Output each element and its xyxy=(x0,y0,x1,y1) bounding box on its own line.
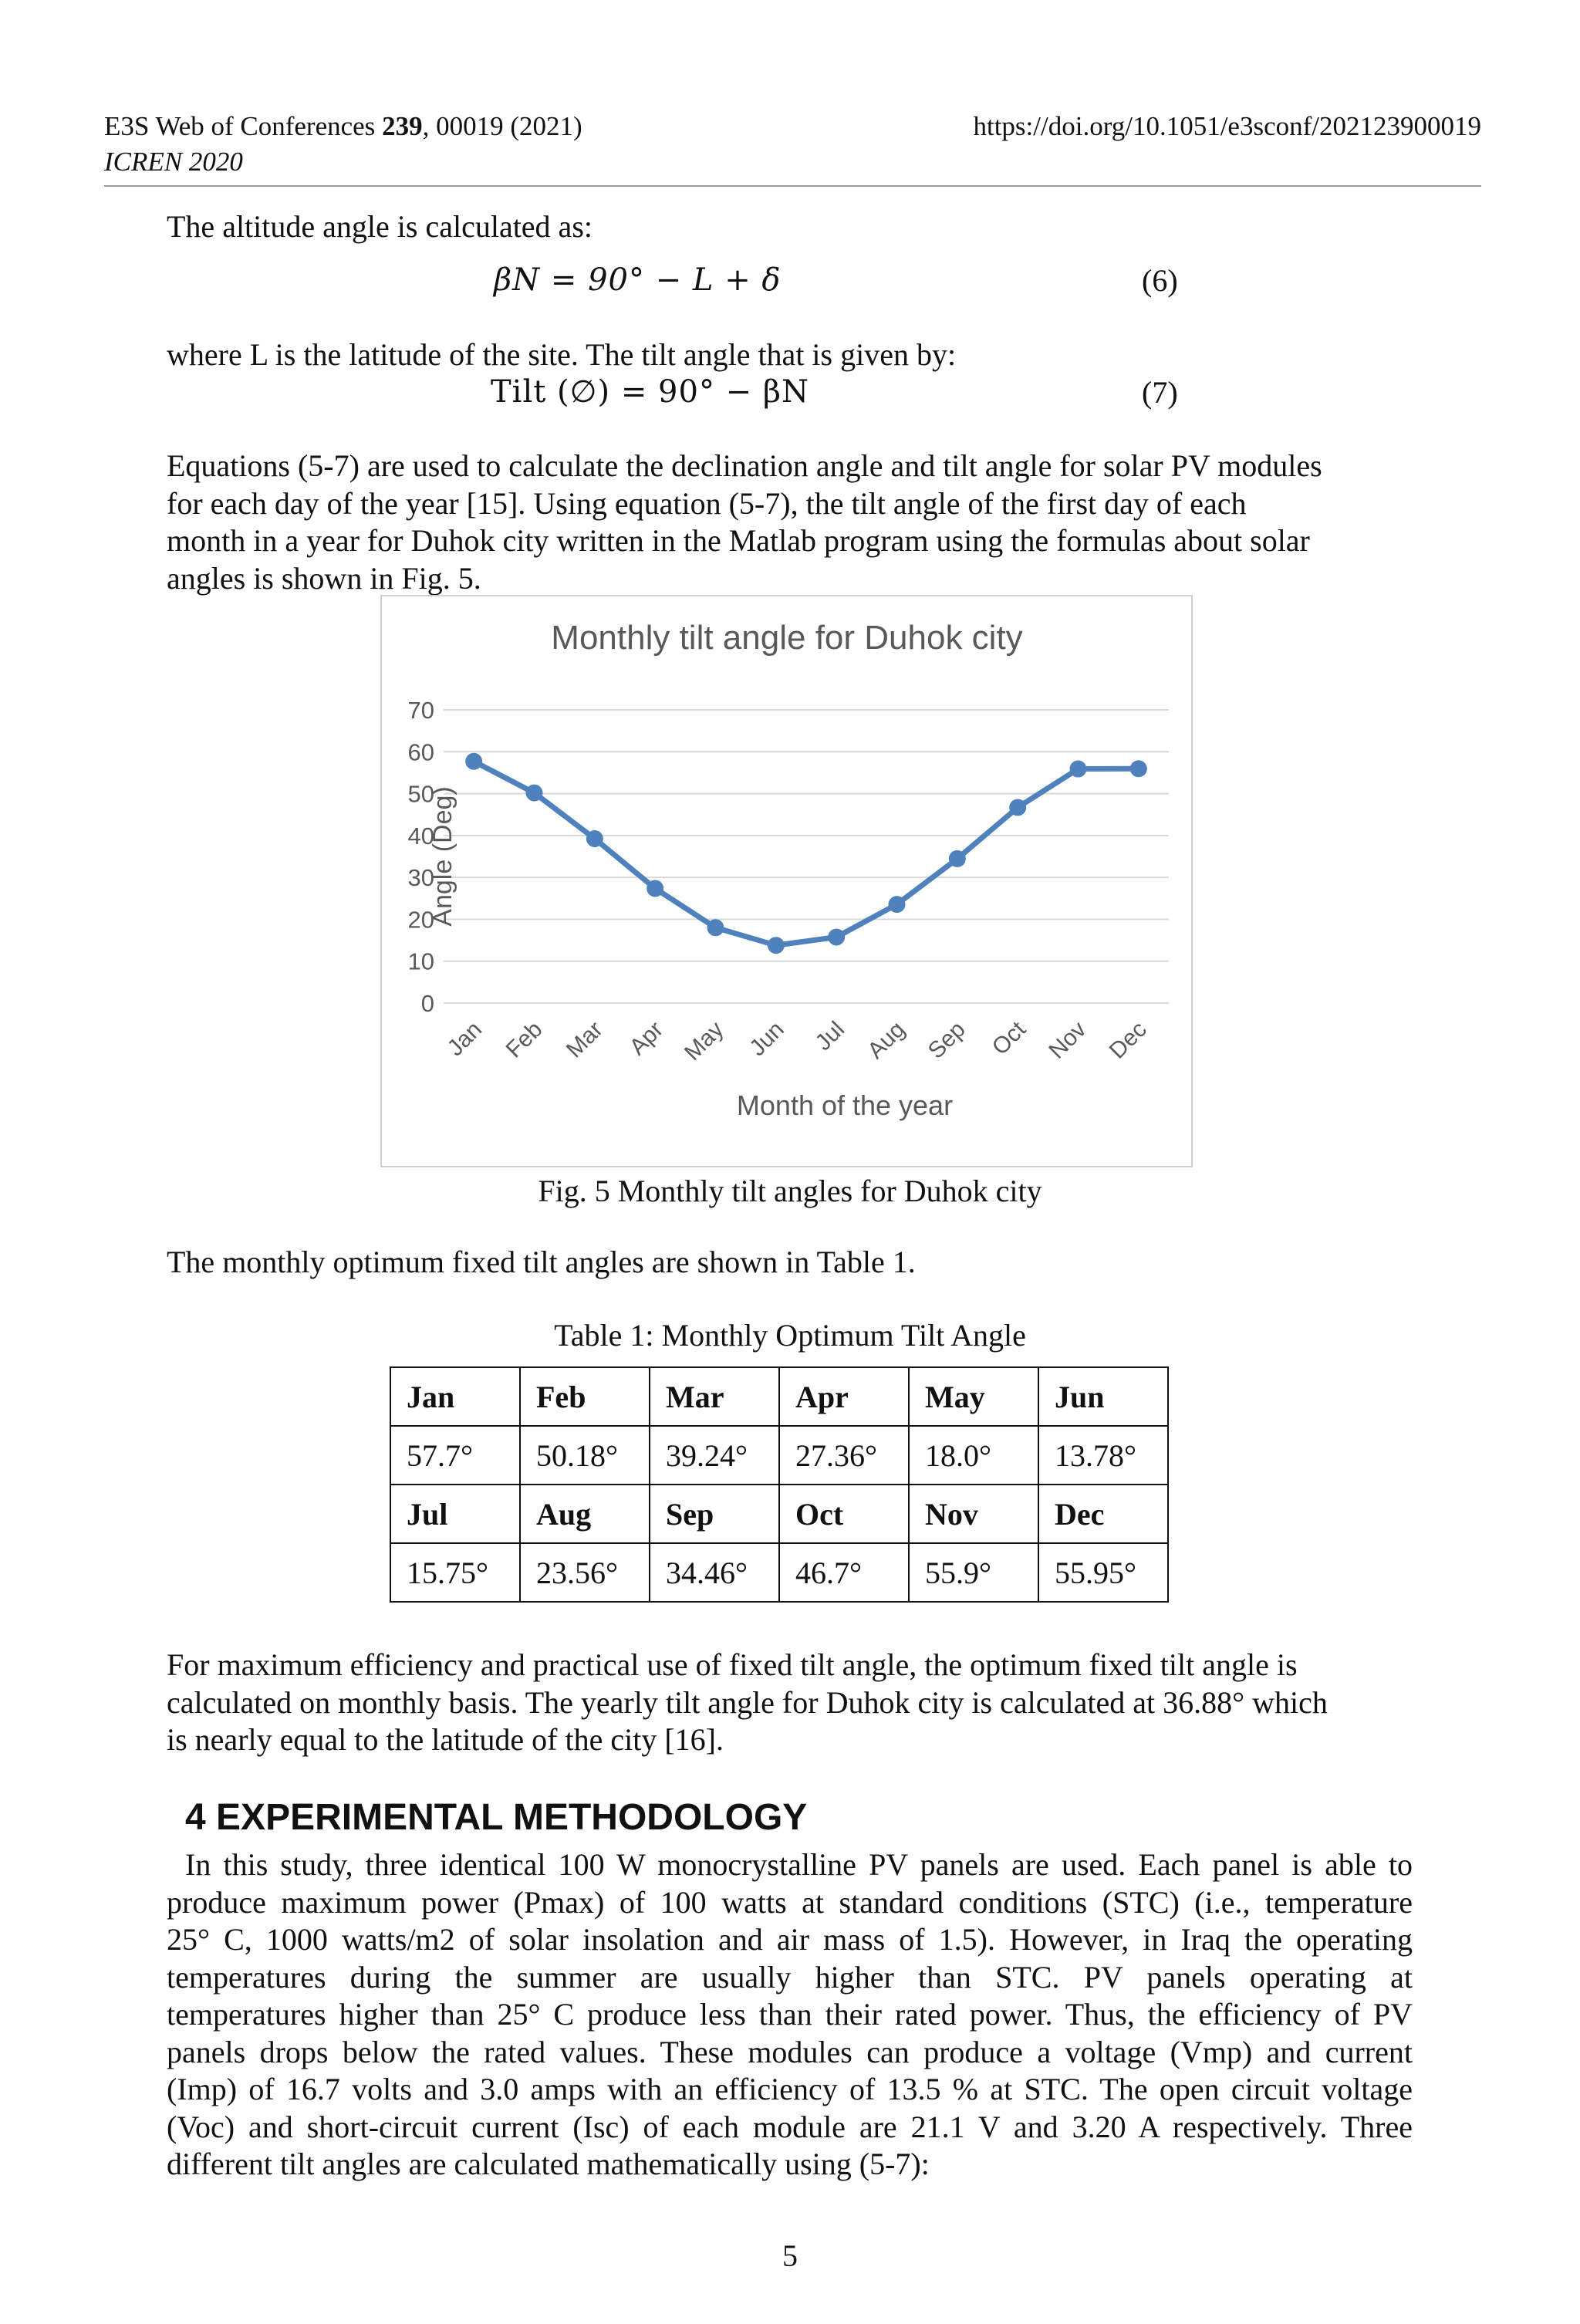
x-tick-label: Oct xyxy=(987,1016,1031,1060)
data-point xyxy=(586,830,603,847)
table-cell: Mar xyxy=(650,1367,779,1426)
table-row xyxy=(390,1426,1168,1485)
text-line: (Imp) of 16.7 volts and 3.0 amps with an efficiency of 13.5 % at STC. The open circuit voltage xyxy=(167,2072,1413,2106)
data-point xyxy=(526,785,543,802)
table-cell: 50.18° xyxy=(520,1426,650,1485)
data-point xyxy=(828,929,845,946)
equation-6-number: (6) xyxy=(1142,263,1178,298)
section-heading: 4 EXPERIMENTAL METHODOLOGY xyxy=(185,1797,808,1838)
table-cell: 57.7° xyxy=(390,1426,520,1485)
text-line: produce maximum power (Pmax) of 100 watts at standard conditions (STC) (i.e., temperature xyxy=(167,1884,1413,1920)
table-cell: 18.0° xyxy=(909,1426,1038,1485)
figure-5-chart xyxy=(380,595,1193,1167)
paragraph-yearly-tilt xyxy=(167,1647,1401,1759)
y-tick-label: 70 xyxy=(407,697,434,724)
table-header-row xyxy=(390,1367,1168,1426)
data-point xyxy=(1009,799,1026,816)
paragraph-methodology xyxy=(167,1846,1413,2184)
equation-7-number: (7) xyxy=(1142,375,1178,410)
table-cell: 39.24° xyxy=(650,1426,779,1485)
text-line: panels drops below the rated values. These modules can produce a voltage (Vmp) and current xyxy=(167,2034,1413,2069)
figure-caption: Fig. 5 Monthly tilt angles for Duhok city xyxy=(538,1174,1042,1208)
conference-name: ICREN 2020 xyxy=(104,147,243,177)
x-tick-label: May xyxy=(680,1016,729,1066)
table-cell: Jan xyxy=(390,1367,520,1426)
y-tick-label: 40 xyxy=(407,822,434,850)
y-tick-label: 30 xyxy=(407,864,434,892)
text-line: For maximum efficiency and practical use of fixed tilt angle, the optimum fixed tilt angle is xyxy=(167,1647,1298,1682)
y-tick-label: 50 xyxy=(407,780,434,808)
journal-volume: 239 xyxy=(382,111,423,141)
text-line: Equations (5-7) are used to calculate the declination angle and tilt angle for solar PV modules xyxy=(167,448,1322,483)
table-caption: Table 1: Monthly Optimum Tilt Angle xyxy=(554,1318,1026,1353)
data-point xyxy=(1070,761,1087,778)
series-line xyxy=(474,762,1139,945)
y-axis-label: Angle (Deg) xyxy=(428,786,457,927)
equation-7: Tilt (∅) = 90° − βN xyxy=(491,374,810,410)
tilt-angle-line-chart xyxy=(382,596,1191,1166)
table-cell: Aug xyxy=(520,1485,650,1543)
table-cell: 15.75° xyxy=(390,1543,520,1602)
table-cell: 34.46° xyxy=(650,1543,779,1602)
text-line: calculated on monthly basis. The yearly tilt angle for Duhok city is calculated at 36.88° which xyxy=(167,1684,1328,1720)
table-intro: The monthly optimum fixed tilt angles are shown in Table 1. xyxy=(167,1245,916,1279)
table-cell: 55.9° xyxy=(909,1543,1038,1602)
table-cell: 23.56° xyxy=(520,1543,650,1602)
table-cell: Apr xyxy=(779,1367,909,1426)
paragraph-declination xyxy=(167,448,1401,597)
text-line: different tilt angles are calculated mathematically using (5-7): xyxy=(167,2147,930,2181)
x-tick-label: Mar xyxy=(561,1016,608,1063)
text-line: temperatures during the summer are usually higher than STC. PV panels operating at xyxy=(167,1959,1413,1995)
table-header-row xyxy=(390,1485,1168,1543)
text-line: (Voc) and short-circuit current (Isc) of each module are 21.1 V and 3.20 A respectively. Three xyxy=(167,2109,1413,2144)
x-tick-label: Aug xyxy=(863,1016,910,1064)
latitude-text: where L is the latitude of the site. The tilt angle that is given by: xyxy=(167,337,957,372)
table-cell: Jun xyxy=(1038,1367,1168,1426)
table-cell: 27.36° xyxy=(779,1426,909,1485)
table-cell: Dec xyxy=(1038,1485,1168,1543)
header-rule xyxy=(104,185,1481,187)
x-tick-label: Jan xyxy=(442,1016,488,1062)
data-point xyxy=(768,937,785,954)
y-tick-label: 0 xyxy=(420,990,434,1017)
x-axis-label: Month of the year xyxy=(736,1089,954,1121)
x-tick-label: Sep xyxy=(923,1016,971,1064)
data-point xyxy=(465,753,482,770)
x-tick-label: Feb xyxy=(501,1016,548,1063)
data-point xyxy=(647,880,663,897)
text-line: is nearly equal to the latitude of the city [16]. xyxy=(167,1722,724,1757)
text-line: temperatures higher than 25° C produce less than their rated power. Thus, the efficiency of PV xyxy=(167,1997,1413,2032)
text-line: In this study, three identical 100 W monocrystalline PV panels are used. Each panel is able to xyxy=(185,1847,1413,1882)
equation-6: βN = 90° − L + δ xyxy=(494,262,782,298)
table-cell: May xyxy=(909,1367,1038,1426)
x-tick-label: Jul xyxy=(810,1016,850,1056)
table-cell: 55.95° xyxy=(1038,1543,1168,1602)
journal-name: E3S Web of Conferences xyxy=(104,111,383,141)
x-tick-label: Dec xyxy=(1104,1016,1152,1064)
text-line: month in a year for Duhok city written in the Matlab program using the formulas about solar xyxy=(167,523,1310,558)
text-line: for each day of the year [15]. Using equation (5-7), the tilt angle of the first day of each xyxy=(167,485,1247,521)
chart-title: Monthly tilt angle for Duhok city xyxy=(551,619,1023,657)
text-line: angles is shown in Fig. 5. xyxy=(167,560,481,596)
journal-issue: , 00019 (2021) xyxy=(422,111,582,141)
tilt-angle-table xyxy=(390,1366,1169,1603)
journal-line xyxy=(104,110,582,144)
text-line: 25° C, 1000 watts/m2 of solar insolation and air mass of 1.5). However, in Iraq the operating xyxy=(167,1922,1413,1957)
doi-link[interactable]: https://doi.org/10.1051/e3sconf/202123900019 xyxy=(973,111,1481,141)
data-point xyxy=(707,919,724,936)
table-cell: 13.78° xyxy=(1038,1426,1168,1485)
data-point xyxy=(949,850,966,867)
altitude-intro: The altitude angle is calculated as: xyxy=(167,209,592,244)
table-cell: Nov xyxy=(909,1485,1038,1543)
x-tick-label: Nov xyxy=(1044,1016,1092,1064)
x-tick-label: Apr xyxy=(624,1016,669,1060)
y-tick-label: 60 xyxy=(407,738,434,766)
table-cell: Oct xyxy=(779,1485,909,1543)
table-cell: Feb xyxy=(520,1367,650,1426)
data-point xyxy=(1130,760,1147,777)
data-point xyxy=(889,896,906,913)
y-tick-label: 10 xyxy=(407,948,434,975)
x-tick-label: Jun xyxy=(744,1016,789,1062)
table-row xyxy=(390,1543,1168,1602)
table-cell: Sep xyxy=(650,1485,779,1543)
table-cell: Jul xyxy=(390,1485,520,1543)
table-cell: 46.7° xyxy=(779,1543,909,1602)
page-number: 5 xyxy=(782,2238,798,2273)
y-tick-label: 20 xyxy=(407,906,434,934)
